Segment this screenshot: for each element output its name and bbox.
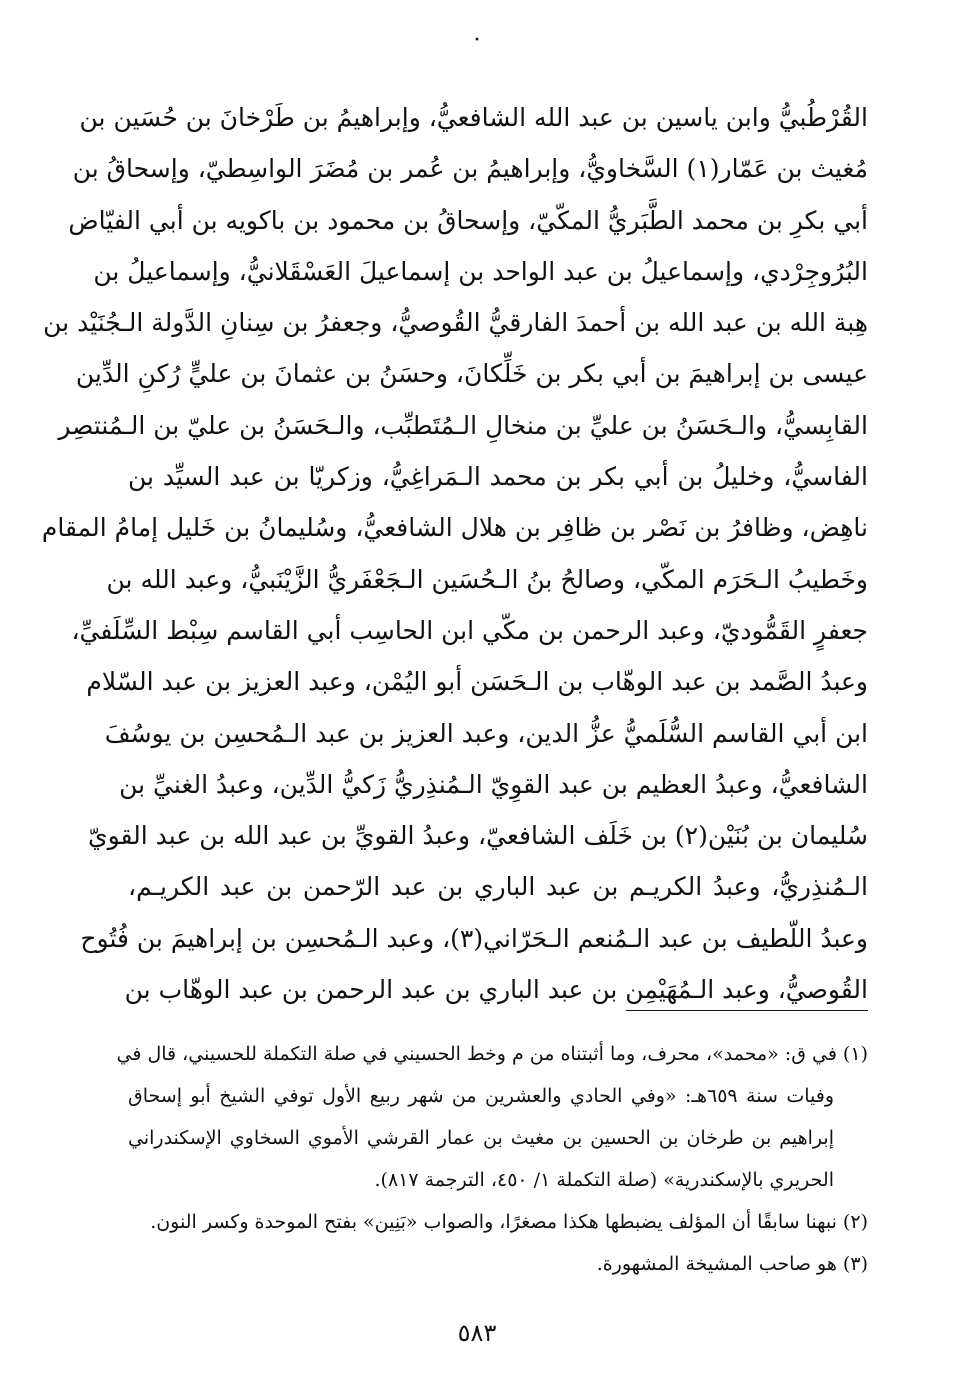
text-line: القُرْطُبيُّ وابن ياسين بن عبد الله الشافعيُّ، وإبراهيمُ بن طَرْخانَ بن حُسَين بن: [79, 103, 868, 132]
footnote-separator: [626, 1010, 868, 1011]
text-line: أبي بكرِ بن محمد الطَّبَريُّ المكّيّ، وإسحاقُ بن محمود بن باكويه بن أبي الفيّاض: [68, 205, 868, 235]
text-line: الشافعيُّ، وعبدُ العظيم بن عبد القوِيّ الـمُنذِريُّ زَكيُّ الدِّين، وعبدُ الغنيِّ بن: [119, 769, 868, 799]
footnote-1-line: (١) في ق: «محمد»، محرف، وما أثبتناه من م وخط الحسيني في صلة التكملة للحسيني، قال في: [116, 1043, 868, 1065]
footnote-1-line: إبراهيم بن طرخان بن الحسين بن مغيث بن عمار القرشي الأموي السخاوي الإسكندراني: [128, 1127, 834, 1149]
text-line: هِبة الله بن عبد الله بن أحمدَ الفارقيُّ القُوصيُّ، وجعفرُ بن سِنانِ الدَّولة الـجُنَيْد بن: [43, 308, 868, 338]
top-mark: ·: [473, 28, 481, 53]
text-line: جعفرٍ القَمُّوديّ، وعبد الرحمن بن مكّي ابن الحاسِب أبي القاسم سِبْط السِّلَفيِّ،: [71, 615, 868, 645]
text-line: ناهِض، وظافرُ بن نَصْر بن ظافِر بن هلال الشافعيُّ، وسُليمانُ بن خَليل إمامُ المقام: [41, 513, 868, 543]
text-line: وعبدُ اللّطيف بن عبد الـمُنعم الـحَرّاني(٣)، وعبد الـمُحسِن بن إبراهيمَ بن فُتُوح: [80, 923, 868, 953]
page-number: ٥٨٣: [457, 1319, 497, 1347]
footnote-3: (٣) هو صاحب المشيخة المشهورة.: [596, 1253, 868, 1275]
text-line: القابِسيُّ، والـحَسَنُ بن عليِّ بن منخالِ الـمُتَطبِّب، والـحَسَنُ بن عليّ بن الـمُنتصِر: [58, 410, 868, 440]
text-line: الفاسيُّ، وخليلُ بن أبي بكر بن محمد الـمَراغِيُّ، وزكريّا بن عبد السيِّد بن: [128, 462, 868, 492]
footnote-1-line: وفيات سنة ٦٥٩هـ: «وفي الحادي والعشرين من شهر ربيع الأول توفي الشيخ أبو إسحاق: [128, 1085, 834, 1107]
text-line: وعبدُ الصَّمد بن عبد الوهّاب بن الـحَسَن أبو اليُمْن، وعبد العزيز بن عبد السّلام: [86, 667, 868, 697]
footnotes: [116, 1033, 868, 1285]
text-line: مُغيث بن عَمّار(١) السَّخاويُّ، وإبراهيمُ بن عُمر بن مُضَرَ الواسِطيّ، وإسحاقُ بن: [72, 154, 868, 184]
text-line: القُوصيُّ، وعبد الـمُهَيْمِن بن عبد الباري بن عبد الرحمن بن عبد الوهّاب بن: [124, 975, 868, 1005]
text-line: وخَطيبُ الـحَرَم المكّي، وصالحُ بنُ الـحُسَين الـجَعْفَريُّ الزَّيْنَبيُّ، وعبد الله بن: [106, 564, 868, 594]
text-line: الـمُنذِريُّ، وعبدُ الكريـم بن عبد الباري بن عبد الرّحمن بن عبد الكريـم،: [128, 872, 868, 902]
text-line: عيسى بن إبراهيمَ بن أبي بكر بن خَلِّكانَ، وحسَنُ بن عثمانَ بن عليٍّ رُكنِ الدِّين: [75, 359, 868, 389]
text-line: البُرُوجِرْدي، وإسماعيلُ بن عبد الواحد بن إسماعيلَ العَسْقَلانيُّ، وإسماعيلُ بن: [93, 256, 868, 286]
footnote-2: (٢) نبهنا سابقًا أن المؤلف يضبطها هكذا مصغرًا، والصواب «بَنِين» بفتح الموحدة وكسر النون.: [150, 1211, 868, 1233]
footnote-1-line: الحريري بالإسكندرية» (صلة التكملة ١/ ٤٥٠، الترجمة ٨١٧).: [374, 1169, 834, 1191]
text-line: سُليمان بن بُنَيْن(٢) بن خَلَف الشافعيّ، وعبدُ القويِّ بن عبد الله بن عبد القويّ: [88, 821, 868, 851]
text-line: ابن أبي القاسم السُّلَميُّ عزُّ الدين، وعبد العزيز بن عبد الـمُحسِن بن يوسُفَ: [104, 718, 868, 748]
main-text-body: [41, 92, 868, 1015]
